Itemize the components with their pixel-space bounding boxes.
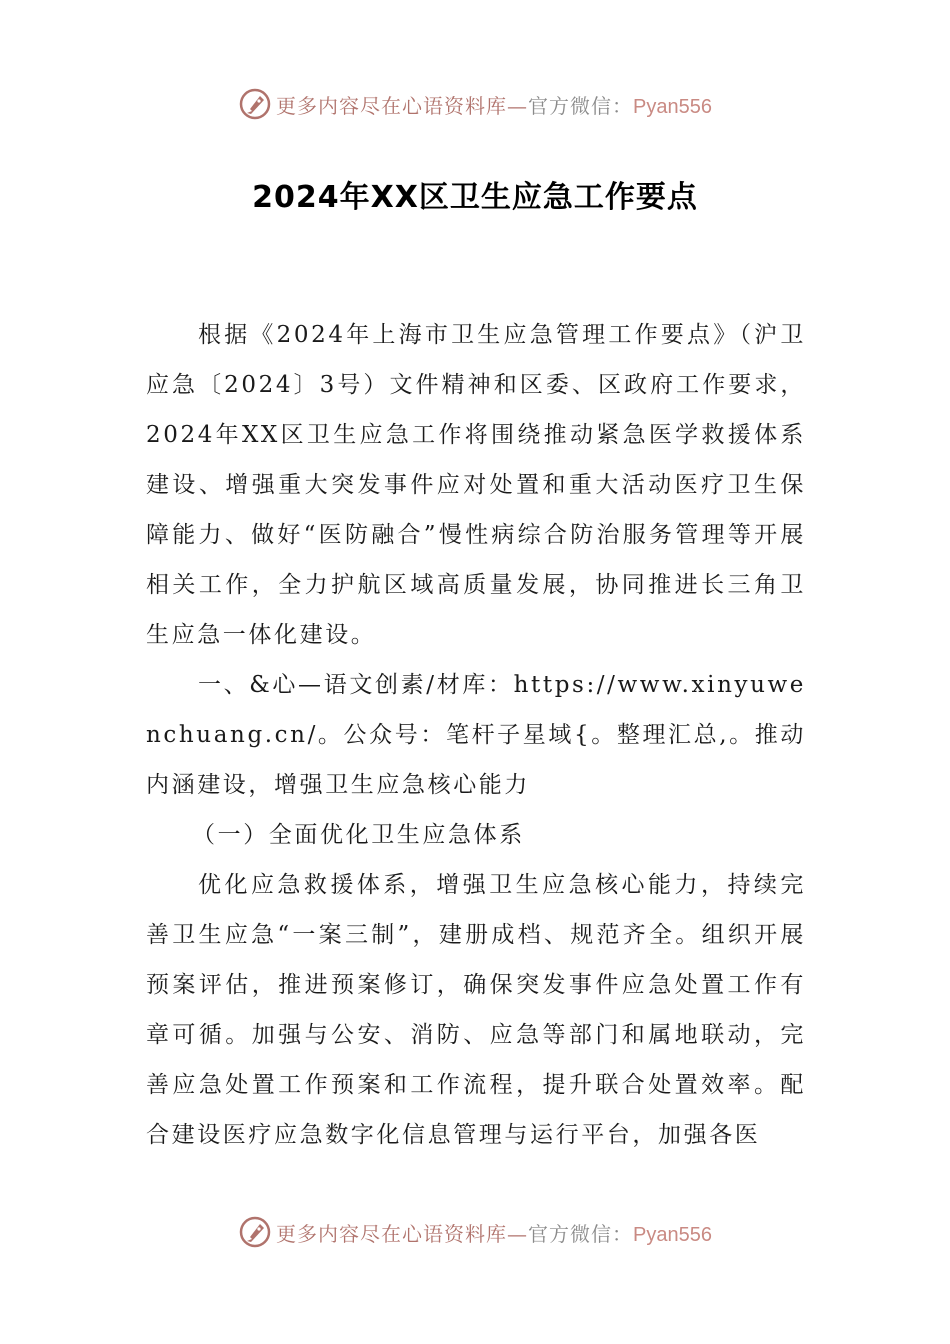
watermark-wechat-label: 官方微信： xyxy=(528,93,634,118)
body-paragraph: 优化应急救援体系，增强卫生应急核心能力，持续完善卫生应急“一案三制”，建册成档、规范齐全。组织开展预案评估，推进预案修订，确保突发事件应急处置工作有章可循。加强与公安、消防、应急等部门和属地联动，完善应急处置工作预案和工作流程，提升联合处置效率。配合建设医疗应急数字化信息管理与运行平台，加强各医 xyxy=(146,872,806,1148)
document-title: 2024年XX区卫生应急工作要点 xyxy=(252,180,698,215)
watermark-brand: 更多内容尽在心语资料库— xyxy=(276,1221,529,1246)
footer-watermark xyxy=(0,1210,950,1254)
pen-nib-circle-icon xyxy=(238,87,272,121)
watermark-wechat-label: 官方微信： xyxy=(528,1221,634,1246)
header-watermark xyxy=(0,82,950,126)
watermark-text xyxy=(276,90,712,119)
intro-paragraph: 根据《2024年上海市卫生应急管理工作要点》（沪卫应急〔2024〕3号）文件精神和区委、区政府工作要求，2024年XX区卫生应急工作将围绕推动紧急医学救援体系建设、增强重大突发事件应对处置和重大活动医疗卫生保障能力、做好“医防融合”慢性病综合防治服务管理等开展相关工作，全力护航区域高质量发展，协同推进长三角卫生应急一体化建设。 xyxy=(146,322,806,648)
pen-nib-circle-icon xyxy=(238,1215,272,1249)
subsection-heading-1: （一）全面优化卫生应急体系 xyxy=(192,822,525,848)
watermark-text xyxy=(276,1218,712,1247)
watermark-wechat-id: Pyan556 xyxy=(633,95,712,118)
section-heading-1: 一、&心—语文创素/材库：https://www.xinyuwenchuang.cn/。公众号：笔杆子星域{。整理汇总,。推动内涵建设，增强卫生应急核心能力 xyxy=(146,672,806,798)
watermark-brand: 更多内容尽在心语资料库— xyxy=(276,93,529,118)
document-body xyxy=(146,310,806,1160)
watermark-wechat-id: Pyan556 xyxy=(633,1223,712,1246)
